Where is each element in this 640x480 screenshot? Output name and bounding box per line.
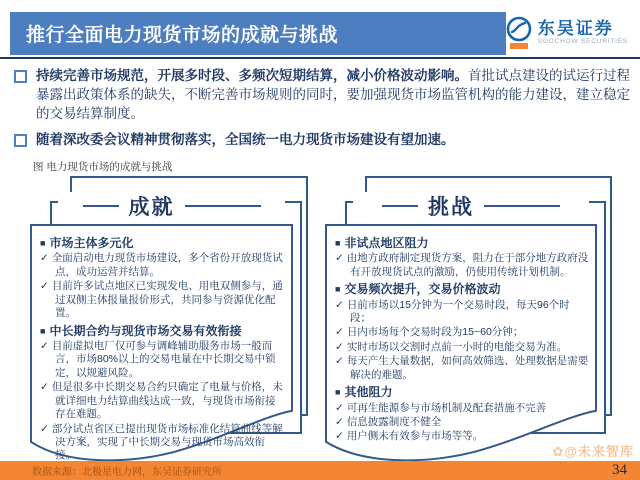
document-shape — [30, 224, 293, 464]
check-icon: ✓ — [335, 416, 344, 429]
watermark-text: @未来智库 — [564, 444, 634, 459]
check-item: ✓ 信息披露制度不健全 — [335, 416, 442, 429]
slide-title-bar — [10, 12, 506, 55]
watermark-icon: ✿ — [552, 444, 565, 459]
panel-content — [30, 224, 293, 463]
check-icon: ✓ — [40, 339, 49, 352]
company-logo — [506, 16, 628, 49]
panel-title-label: 成就 — [128, 196, 175, 219]
figure-caption: 图 电力现货市场的成就与挑战 — [33, 161, 173, 173]
check-item: ✓ 每天产生大量数据，如何高效筛选、处理数据是需要解决的难题。 — [335, 355, 589, 381]
bullet-item — [14, 66, 632, 123]
check-item: ✓ 实时市场以交割时点前一小时的电能交易为准。 — [335, 340, 568, 353]
panel-title — [58, 192, 285, 220]
check-icon: ✓ — [335, 298, 344, 311]
title-dash-right — [484, 205, 560, 207]
summary-bullets — [14, 66, 632, 157]
page-title: 推行全面电力现货市场的成就与挑战 — [26, 25, 339, 46]
bullet-text — [36, 130, 455, 149]
check-item: ✓ 用户侧未有效参与市场等等。 — [335, 430, 484, 443]
check-item: ✓ 部分试点省区已提出现货市场标准化结算曲线等解决方案，实现了中长期交易与现货市场高效衔接。 — [40, 422, 283, 462]
logo-badge — [510, 43, 528, 49]
check-icon: ✓ — [40, 381, 49, 394]
check-icon: ✓ — [40, 252, 49, 265]
footer-bar — [0, 461, 640, 480]
check-icon: ✓ — [335, 430, 344, 443]
watermark — [552, 441, 634, 460]
check-item: ✓ 目前许多试点地区已实现发电、用电双侧参与，通过双侧主体报量报价形式，共同参与资源优化配置。 — [40, 280, 283, 320]
hollow-square-bullet-icon — [14, 70, 27, 83]
check-item: ✓ 但是很多中长期交易合约只确定了电量与价格，未就详细电力结算曲线达成一致，与现货市场衔接存在难题。 — [40, 381, 283, 421]
check-icon: ✓ — [335, 355, 344, 368]
document-shape — [325, 224, 597, 464]
filled-square-bullet-icon: ■ — [335, 387, 341, 398]
data-source-note: 数据来源：北极星电力网，东吴证券研究所 — [32, 467, 222, 478]
logo-company-name: 东吴证券 — [537, 18, 614, 38]
check-item: ✓ 由地方政府制定现货方案，阻力在于部分地方政府没有开放现货试点的激励，仍使用传统计划机制。 — [335, 252, 589, 278]
check-item: ✓ 目前虚拟电厂仅可参与调峰辅助服务市场一般而言，市场80%以上的交易电量在中长期交易中锁定，以规避风险。 — [40, 339, 276, 379]
section-heading: ■ 非试点地区阻力 — [335, 236, 429, 250]
hollow-square-bullet-icon — [14, 134, 27, 147]
check-icon: ✓ — [335, 340, 344, 353]
check-item: ✓ 日内市场每个交易时段为15~60分钟； — [335, 326, 524, 339]
filled-square-bullet-icon: ■ — [335, 284, 341, 295]
check-icon: ✓ — [40, 422, 49, 435]
title-dash-left — [83, 205, 119, 207]
panel-title-label: 挑战 — [428, 196, 474, 219]
panel-title — [353, 192, 589, 220]
title-dash-right — [185, 205, 261, 207]
header-divider — [0, 57, 640, 59]
bullet-text — [36, 66, 632, 123]
bullet-lead: 随着深改委会议精神贯彻落实，全国统一电力现货市场建设有望加速。 — [36, 132, 455, 148]
achievements-panel — [30, 176, 313, 464]
check-item: ✓ 全面启动电力现货市场建设，多个省份开放现货试点，成功运营并结算。 — [40, 252, 283, 278]
challenges-panel — [325, 176, 617, 464]
check-icon: ✓ — [335, 401, 344, 414]
check-item: ✓ 日前市场以15分钟为一个交易时段，每天96个时段； — [335, 298, 570, 325]
check-icon: ✓ — [40, 280, 49, 293]
section-heading: ■ 其他阻力 — [335, 385, 393, 400]
panel-content — [325, 224, 597, 444]
logo-text — [538, 20, 628, 46]
title-dash-left — [382, 205, 418, 207]
soochow-logo-icon — [506, 16, 532, 49]
page-number: 34 — [612, 462, 627, 478]
filled-square-bullet-icon: ■ — [40, 325, 46, 336]
filled-square-bullet-icon: ■ — [40, 238, 46, 248]
check-item: ✓ 可再生能源参与市场机制及配套措施不完善 — [335, 401, 547, 414]
bullet-rest: 首批试点建设的试运行过程暴露出政策体系的缺失，不断完善市场规则的同时，要加强现货市场监管机构的能力建设，建立稳定的交易结算制度。 — [36, 68, 630, 122]
section-heading: ■ 中长期合约与现货市场交易有效衔接 — [40, 323, 242, 338]
bullet-lead: 持续完善市场规范，开展多时段、多频次短期结算，减小价格波动影响。 — [36, 68, 468, 83]
check-icon: ✓ — [335, 252, 344, 265]
bullet-item — [14, 130, 632, 149]
logo-company-subtitle: SOOCHOW SECURITIES — [537, 37, 628, 45]
section-heading: ■ 市场主体多元化 — [40, 236, 134, 250]
section-heading: ■ 交易频次提升，交易价格波动 — [335, 282, 501, 297]
filled-square-bullet-icon: ■ — [335, 238, 341, 248]
check-icon: ✓ — [335, 326, 344, 339]
